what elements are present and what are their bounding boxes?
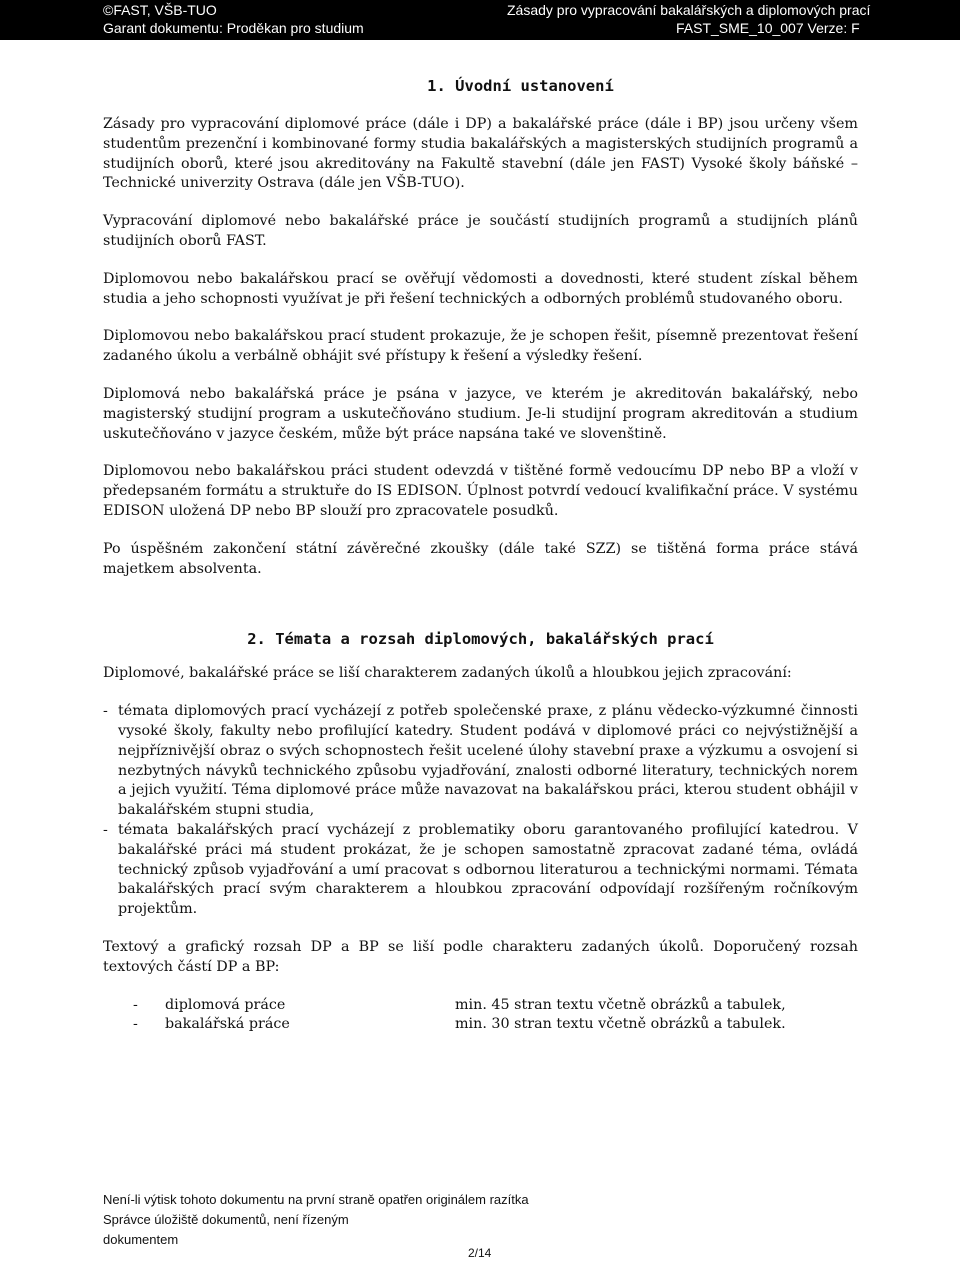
scope-name: diplomová práce: [165, 996, 286, 1013]
header-guarantor: Garant dokumentu: Proděkan pro studium: [103, 20, 364, 36]
paragraph: Zásady pro vypracování diplomové práce (dále i DP) a bakalářské práce (dále i BP) jsou určeny všem studentům prezenční i kombinované formy studia bakalářských a magisterských studijních programů a studijních oborů, které jsou akreditovány na Fakultě stavební (dále jen FAST) Vysoké školy báňské – Technické univerzity Ostrava (dále jen VŠB-TUO).: [103, 116, 858, 192]
list-item: [103, 702, 858, 821]
list-dash: -: [103, 821, 108, 838]
paragraph: Vypracování diplomové nebo bakalářské práce je součástí studijních programů a studijních plánů studijních oborů FAST.: [103, 213, 858, 249]
paragraph: Diplomovou nebo bakalářskou prací se ověřují vědomosti a dovednosti, které student získal během studia a jeho schopnosti využívat je při řešení technických a odborných problémů studovaného oboru.: [103, 270, 858, 307]
paragraph: Diplomové, bakalářské práce se liší charakterem zadaných úkolů a hloubkou jejich zpracování:: [103, 665, 792, 682]
header-document-title: Zásady pro vypracování bakalářských a diplomových prací: [507, 2, 871, 18]
list-item-text: témata diplomových prací vycházejí z potřeb společenské praxe, z plánu vědecko-výzkumné činnosti vysoké školy, fakulty nebo profilující katedry. Student podává v diplomové práci co nejvýstižnější a nejpříznivější obraz o svých schopnostech řešit ucelené úlohy stavební praxe a výzkumu a osvojení si nezbytných návyků technického způsobu vyjadřování, znalosti odborné literatury, technických norem a jejich využití. Téma diplomové práce může navazovat na bakalářskou práci, kterou student obhájil v bakalářském stupni studia,: [118, 703, 858, 819]
scope-row: [103, 996, 858, 1016]
list-dash: -: [133, 1016, 138, 1033]
scope-value: min. 30 stran textu včetně obrázků a tabulek.: [455, 1016, 786, 1033]
document-body: [103, 76, 858, 1035]
paragraph: Po úspěšném zakončení státní závěrečné zkoušky (dále také SZZ) se tištěná forma práce stává majetkem absolventa.: [103, 540, 858, 577]
footer-line: dokumentem: [103, 1232, 179, 1247]
paragraph: Diplomová nebo bakalářská práce je psána v jazyce, ve kterém je akreditován bakalářský, nebo magisterský studijní program a uskutečňováno studium. Je-li studijní program akreditován a studium uskutečňováno v jazyce českém, může být práce napsána také ve slovenštině.: [103, 385, 858, 442]
paragraph: Textový a grafický rozsah DP a BP se liší podle charakteru zadaných úkolů. Doporučený rozsah textových částí DP a BP:: [103, 938, 858, 975]
header-document-code: FAST_SME_10_007 Verze: F: [676, 20, 860, 36]
document-header: [0, 0, 960, 40]
section-2-title: 2. Témata a rozsah diplomových, bakalářských prací: [247, 630, 714, 649]
list-item-text: témata bakalářských prací vycházejí z problematiky oboru garantovaného profilující katedrou. V bakalářské práci má student prokázat, že je schopen samostatně zpracovat zadané téma, ovládá technický způsob vyjadřování a umí pracovat s odbornou literaturou a technickými normami. Témata bakalářských prací svým charakterem a hloubkou zpracování odpovídají rozšířeným ročníkovým projektům.: [118, 821, 858, 918]
scope-row: [103, 1015, 858, 1035]
scope-list: [103, 996, 858, 1036]
page-number: 2/14: [468, 1246, 492, 1260]
scope-value: min. 45 stran textu včetně obrázků a tabulek,: [455, 996, 786, 1013]
scope-name: bakalářská práce: [165, 1016, 290, 1033]
list-dash: -: [133, 996, 138, 1013]
footer-line: Správce úložiště dokumentů, není řízeným: [103, 1212, 349, 1227]
paragraph: Diplomovou nebo bakalářskou práci student odevzdá v tištěné formě vedoucímu DP nebo BP a vloží v předepsaném formátu a struktuře do IS EDISON. Úplnost potvrdí vedoucí kvalifikační práce. V systému EDISON uložená DP nebo BP slouží pro zpracovatele posudků.: [103, 463, 858, 519]
paragraph: Diplomovou nebo bakalářskou prací student prokazuje, že je schopen řešit, písemně prezentovat řešení zadaného úkolu a verbálně obhájit své přístupy k řešení a výsledky řešení.: [103, 328, 858, 365]
list-dash: -: [103, 703, 108, 720]
list-item: [103, 821, 858, 920]
footer-line: Není-li výtisk tohoto dokumentu na první straně opatřen originálem razítka: [103, 1192, 529, 1207]
document-footer: [103, 1190, 529, 1250]
header-copyright: ©FAST, VŠB-TUO: [103, 2, 217, 18]
section-1-title: 1. Úvodní ustanovení: [427, 77, 614, 95]
topic-list: [103, 702, 858, 920]
